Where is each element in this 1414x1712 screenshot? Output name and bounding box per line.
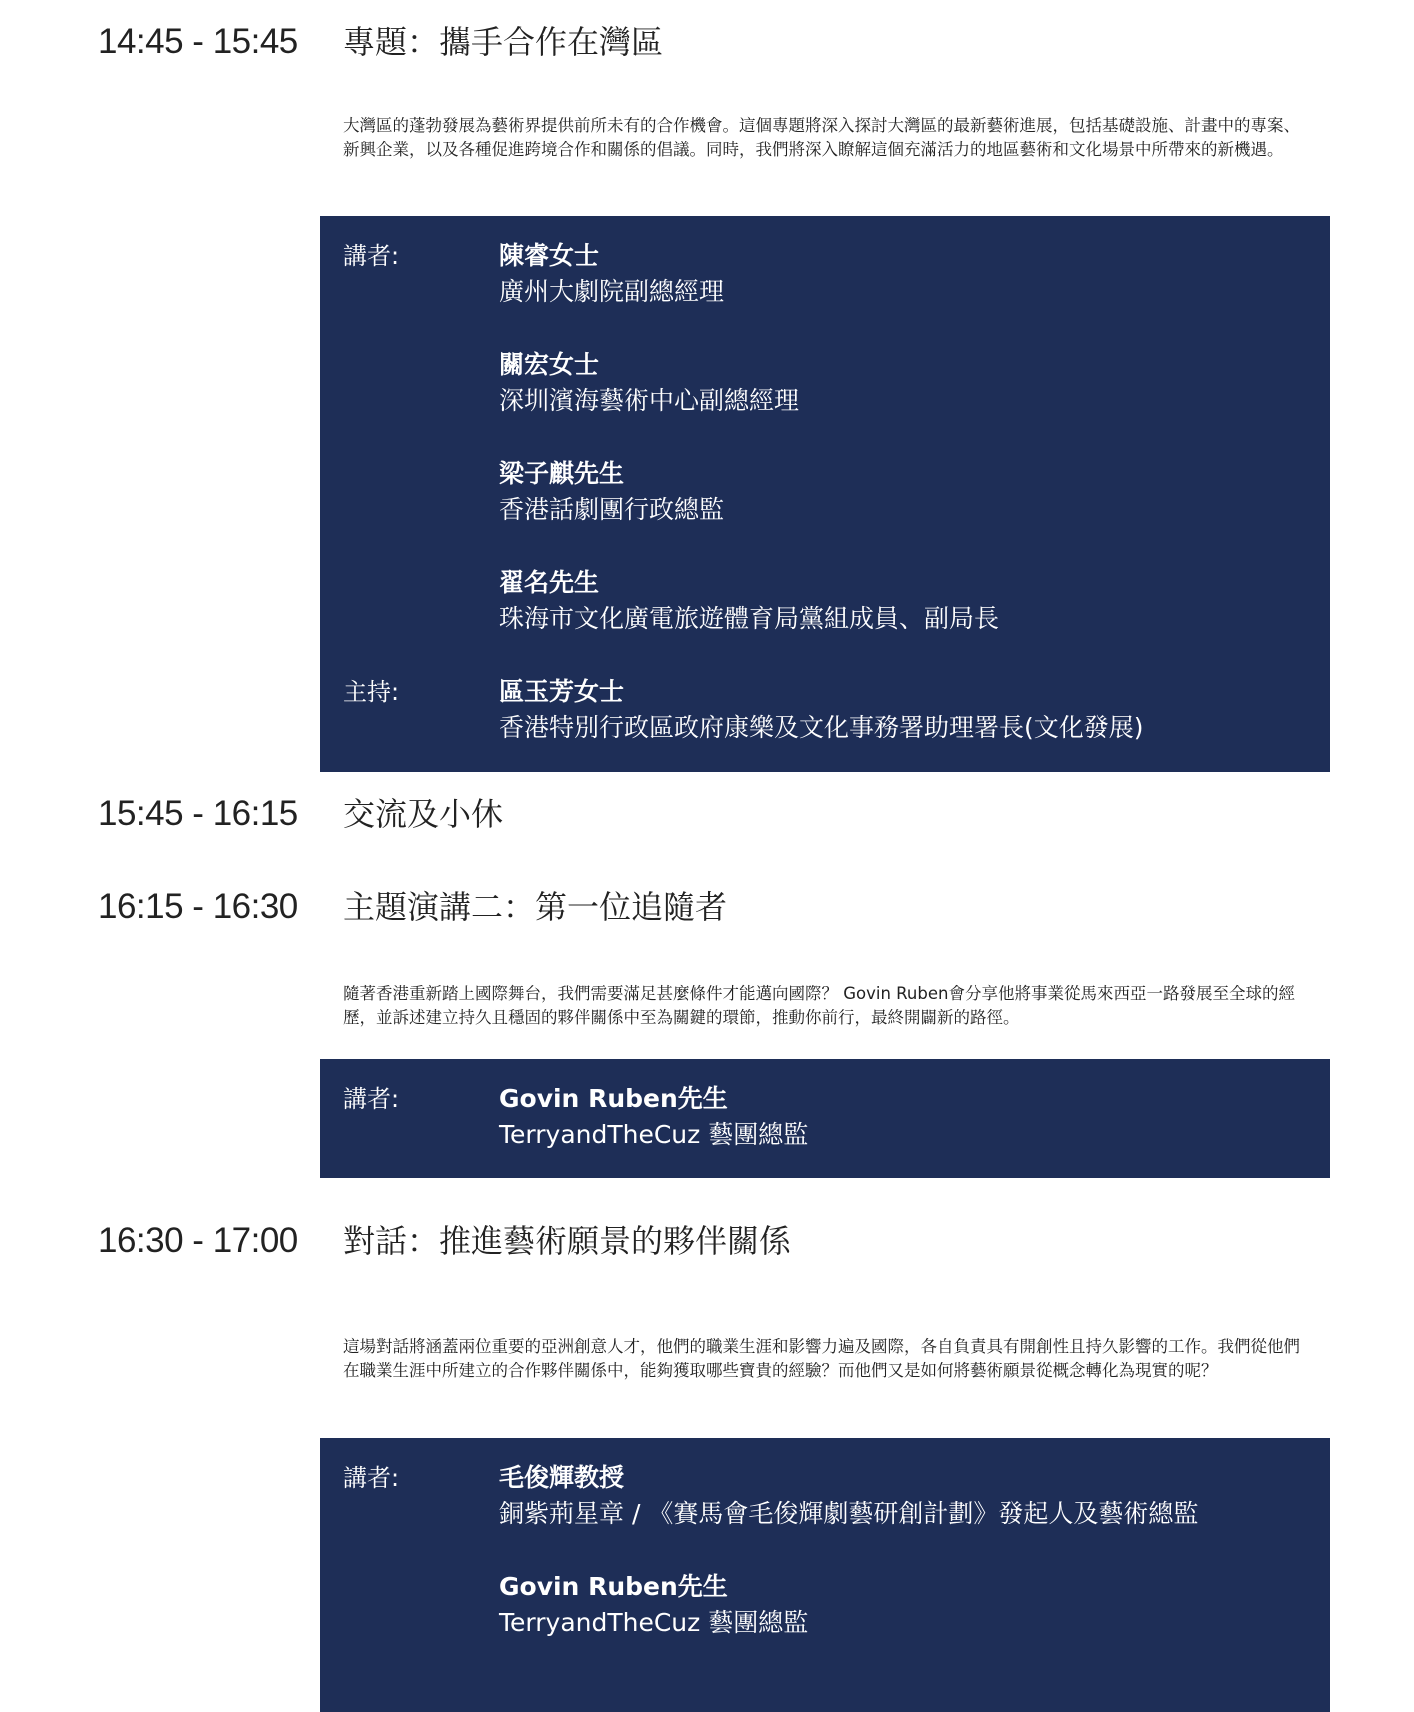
speaker-position: 深圳濱海藝術中心副總經理 (499, 386, 800, 415)
session-description: 這場對話將涵蓋兩位重要的亞洲創意人才，他們的職業生涯和影響力遍及國際，各自負責具有開創性且持久影響的工作。我們從他們在職業生涯中所建立的合作夥伴關係中，能夠獲取哪些寶貴的經驗？而他們又是如何將藝術願景從概念轉化為現實的呢？ (343, 1337, 1300, 1380)
speaker-position: 香港話劇團行政總監 (499, 495, 725, 524)
speaker-entry (320, 1569, 1330, 1649)
speaker-name: Govin Ruben先生 (499, 1572, 728, 1601)
speaker-panel (320, 1438, 1330, 1712)
speaker-entry (320, 1081, 1330, 1161)
speaker-position: 銅紫荊星章 / 《賽馬會毛俊輝劇藝研創計劃》發起人及藝術總監 (499, 1499, 1199, 1528)
session-title: 交流及小休 (343, 795, 504, 833)
speaker-entry (320, 1460, 1330, 1540)
speaker-entry (320, 347, 1330, 427)
moderator-position: 香港特別行政區政府康樂及文化事務署助理署長(文化發展) (499, 713, 1144, 742)
speaker-name: 毛俊輝教授 (499, 1463, 625, 1492)
speaker-entry (320, 565, 1330, 645)
role-label: 講者: (343, 1464, 400, 1492)
speaker-panel (320, 1059, 1330, 1178)
session-title: 專題：攜手合作在灣區 (343, 23, 664, 61)
speaker-name: 翟名先生 (499, 568, 600, 597)
moderator-entry (320, 674, 1330, 754)
session-description: 隨著香港重新踏上國際舞台，我們需要滿足甚麼條件才能邁向國際？ Govin Ruben會分享他將事業從馬來西亞一路發展至全球的經歷，並訴述建立持久且穩固的夥伴關係中至為關鍵的環節，推動你前行，最終開闢新的路徑。 (343, 984, 1295, 1027)
speaker-name: 梁子麒先生 (499, 459, 625, 488)
role-label: 講者: (343, 1085, 400, 1113)
role-label: 主持: (343, 678, 400, 706)
session-time: 14:45 - 15:45 (98, 22, 298, 61)
speaker-name: 陳睿女士 (499, 241, 600, 270)
session-title: 主題演講二：第一位追隨者 (343, 888, 728, 926)
speaker-position: 廣州大劇院副總經理 (499, 277, 725, 306)
speaker-entry (320, 456, 1330, 536)
session-description: 大灣區的蓬勃發展為藝術界提供前所未有的合作機會。這個專題將深入探討大灣區的最新藝術進展，包括基礎設施、計畫中的專案、新興企業，以及各種促進跨境合作和關係的倡議。同時，我們將深入瞭解這個充滿活力的地區藝術和文化場景中所帶來的新機遇。 (343, 116, 1300, 159)
session-title: 對話：推進藝術願景的夥伴關係 (343, 1222, 792, 1260)
speaker-name: Govin Ruben先生 (499, 1084, 728, 1113)
speaker-position: 珠海市文化廣電旅遊體育局黨組成員、副局長 (499, 604, 1000, 633)
session-time: 16:30 - 17:00 (98, 1221, 298, 1260)
speaker-position: TerryandTheCuz 藝團總監 (499, 1608, 809, 1637)
speaker-panel (320, 216, 1330, 772)
speaker-name: 關宏女士 (499, 350, 600, 379)
speaker-entry (320, 238, 1330, 318)
session-time: 16:15 - 16:30 (98, 887, 298, 926)
role-label: 講者: (343, 242, 400, 270)
speaker-position: TerryandTheCuz 藝團總監 (499, 1120, 809, 1149)
session-time: 15:45 - 16:15 (98, 794, 298, 833)
moderator-name: 區玉芳女士 (499, 677, 625, 706)
